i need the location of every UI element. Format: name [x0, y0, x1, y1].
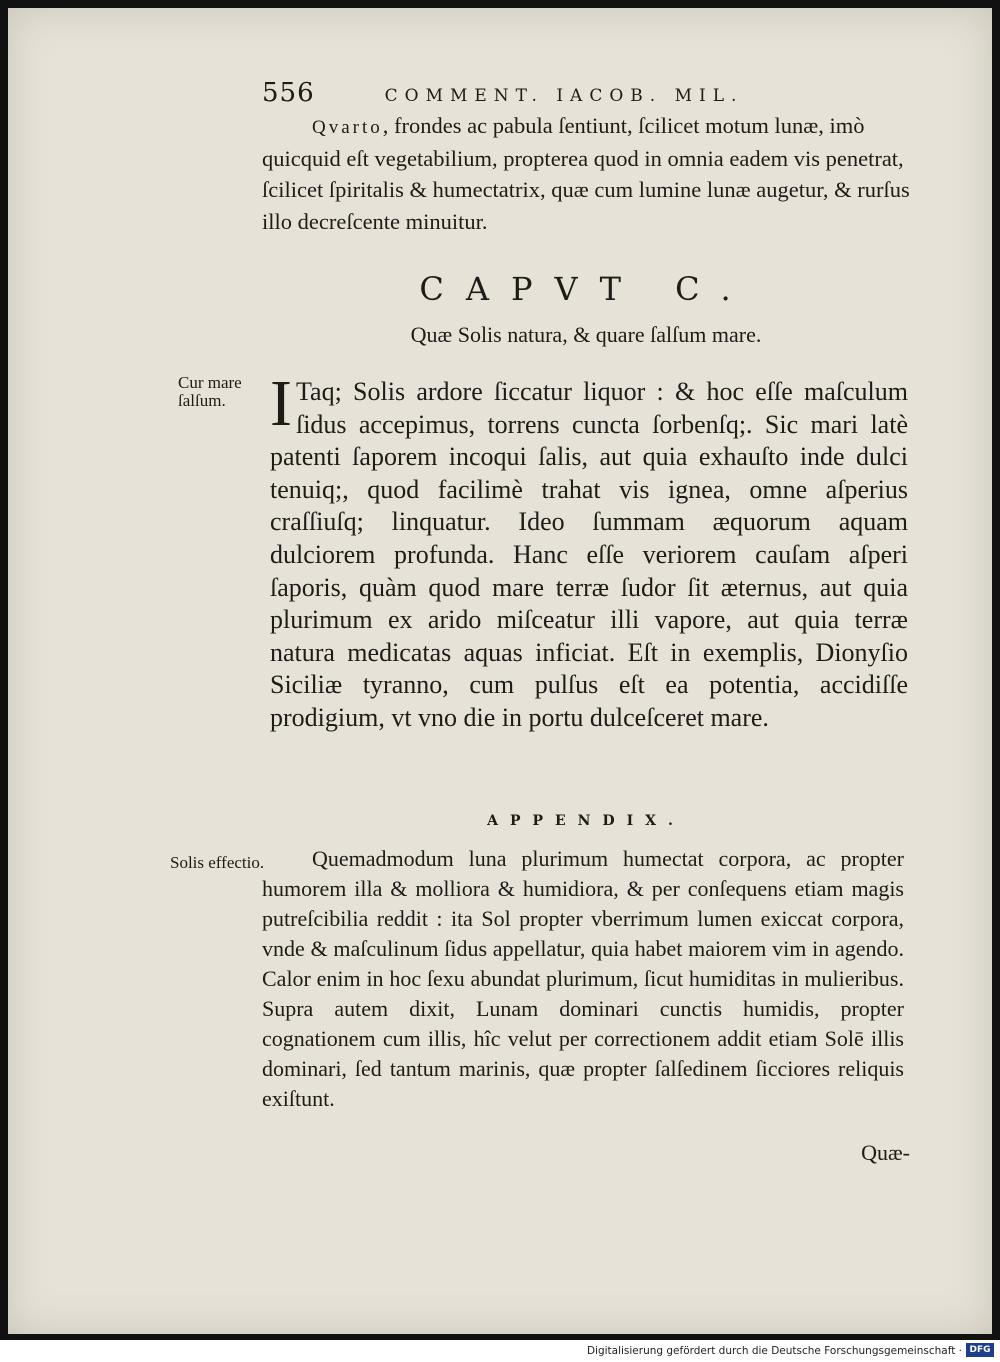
paragraph-text: , frondes ac pabula ſentiunt, ſcilicet motum lunæ, imò quicquid eſt vegetabilium, propterea quod in omnia eadem vis penetrat, ſcilicet ſpiritalis & humectatrix, quæ cum lumine lunæ augetur, & rurſus illo decreſcente minuitur.	[262, 113, 910, 234]
margin-note-salt-sea: Cur mare ſalſum.	[178, 373, 242, 410]
digitization-credit: Digitalisierung gefördert durch die Deutsche Forschungsgemeinschaft ·	[586, 1345, 962, 1357]
running-head	[262, 78, 822, 108]
appendix-paragraph: Quemadmodum luna plurimum humectat corpora, ac propter humorem illa & molliora & humidiora, & per conſequens etiam magis putreſcibilia reddit : ita Sol propter vberrimum lumen exiccat corpora, vnde & maſculinum ſidus appellatur, quia habet maiorem vim in agendo. Calor enim in hoc ſexu abundat plurimum, ſicut humiditas in mulieribus. Supra autem dixit, Lunam dominari cunctis humidis, propter cognationem cum illis, hîc velut per correctionem addit etiam Solē illis dominari, ſed tantum marinis, quæ propter ſalſedinem ſicciores reliquis exiſtunt.	[262, 846, 904, 1111]
appendix-heading: APPENDIX.	[487, 813, 685, 829]
chapter-title: CAPVT C.	[419, 270, 753, 308]
paragraph-text: Taq; Solis ardore ſiccatur liquor : & hoc eſſe maſculum ſidus accepimus, torrens cuncta ſorbenſq;. Sic mari latè patenti ſaporem incoqui ſalis, aut quia exhauſto inde dulci tenuiq;, quod facilimè trahat vis ignea, omne aſperius craſſiuſq; linquatur. Ideo ſummam æquorum aquam dulciorem profunda. Hanc eſſe veriorem cauſam aſperi ſaporis, quàm quod mare terræ ſudor ſit æternus, aut quia plurimum ex arido miſceatur illi vapore, aut quia terræ natura medicatas aquas inficiat. Eſt in exemplis, Dionyſio Siciliæ tyranno, cum pulſus eſt ea potentia, accidiſſe prodigium, vt vno die in portu dulceſceret mare.	[270, 377, 908, 732]
dfg-logo[interactable]: DFG	[966, 1343, 994, 1357]
paragraph-lead-word: Qvarto	[312, 117, 383, 138]
page-number: 556	[262, 78, 315, 108]
running-title: COMMENT. IACOB. MIL.	[384, 86, 744, 106]
paragraph-sun-nature	[270, 367, 908, 735]
chapter-subtitle: Quæ Solis natura, & quare ſalſum mare.	[410, 322, 762, 347]
paragraph-quarto	[262, 110, 910, 237]
drop-cap: I	[270, 367, 292, 440]
catchword: Quæ-	[861, 1140, 910, 1165]
margin-note-sun-effect: Solis effectio.	[170, 853, 265, 872]
